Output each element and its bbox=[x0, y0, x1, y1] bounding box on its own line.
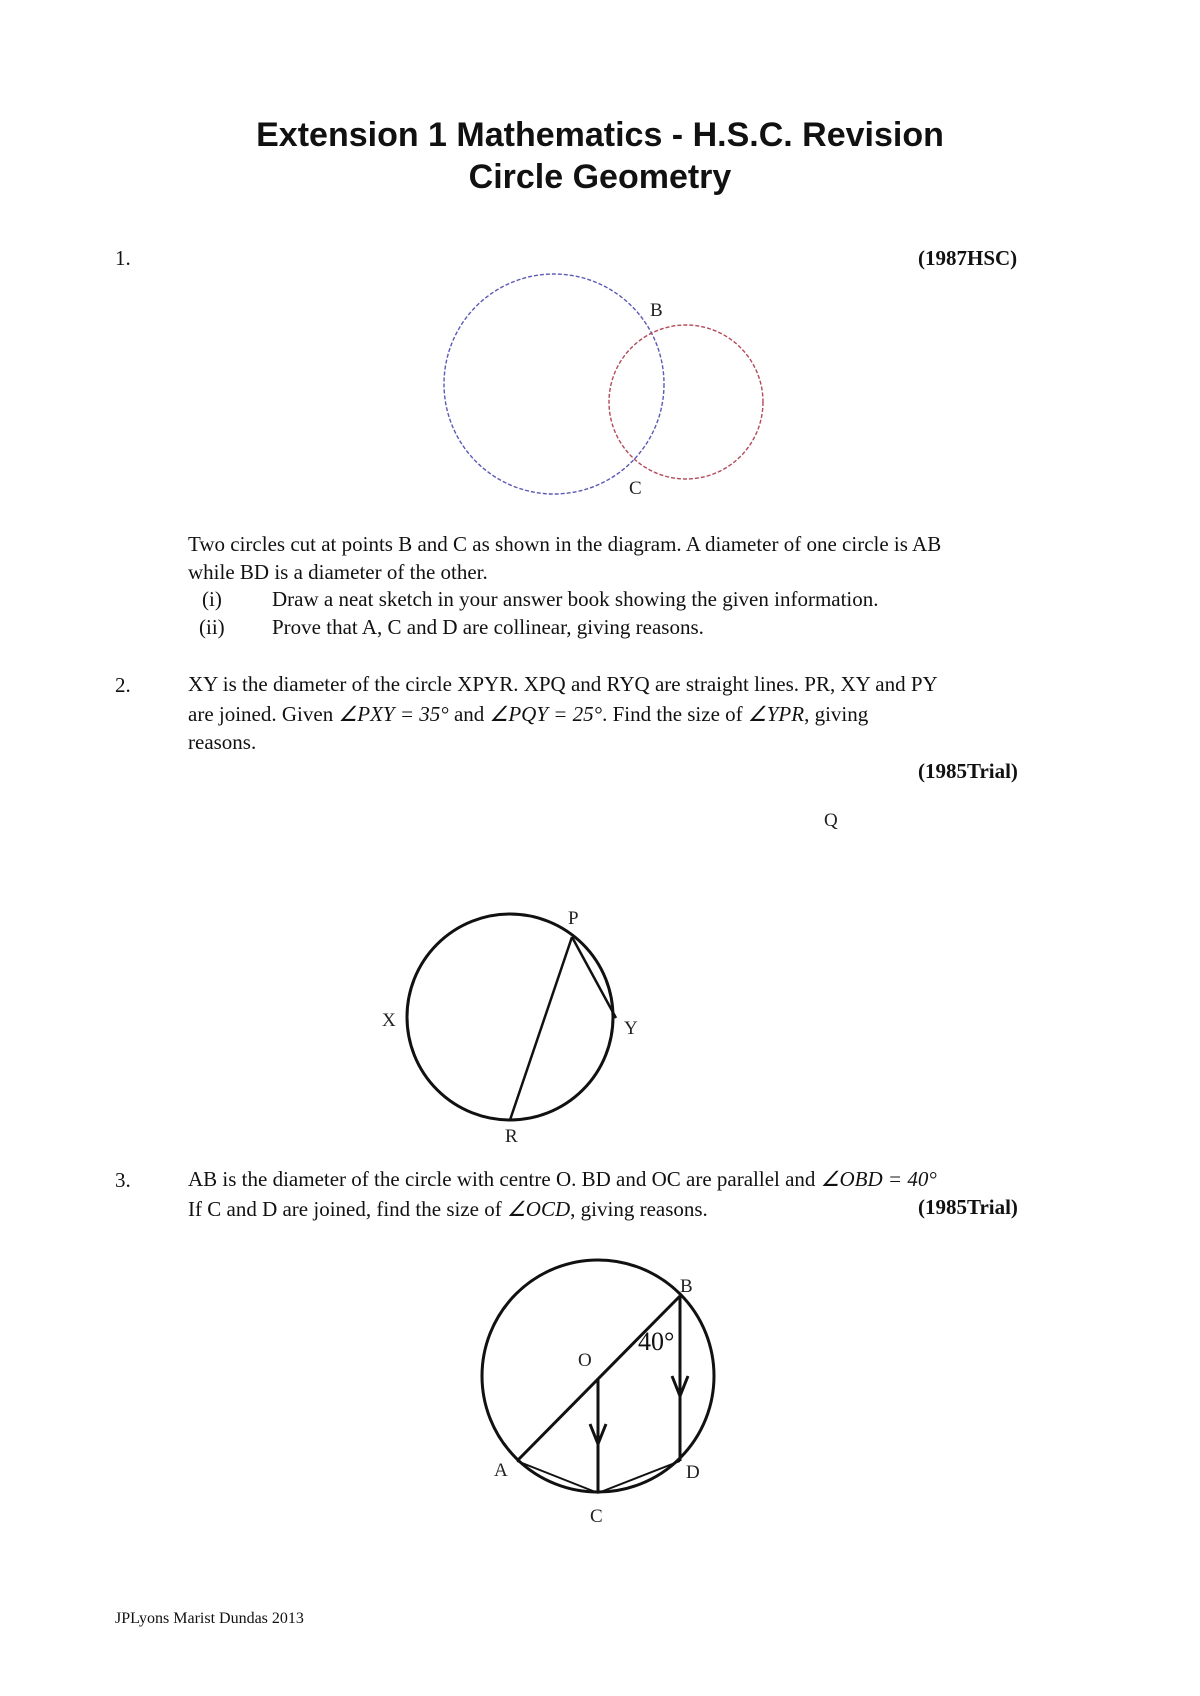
question-1-text-line-2: while BD is a diameter of the other. bbox=[188, 560, 488, 584]
q3-label-a: A bbox=[494, 1460, 508, 1481]
page-subtitle: Circle Geometry bbox=[468, 158, 732, 196]
question-1-part-i-text: Draw a neat sketch in your answer book showing the given information. bbox=[272, 587, 879, 611]
question-2-number: 2. bbox=[115, 673, 131, 697]
q2-angle-pxy: ∠PXY = 35° bbox=[338, 702, 449, 726]
q3-diagram bbox=[482, 1260, 714, 1527]
q2-diagram bbox=[382, 810, 838, 1147]
question-2-source: (1985Trial) bbox=[918, 759, 1018, 783]
q2-angle-pqy: ∠PQY = 25° bbox=[489, 702, 603, 726]
question-1-part-ii-text: Prove that A, C and D are collinear, giving reasons. bbox=[272, 615, 704, 639]
q3-angle-obd: ∠OBD = 40° bbox=[820, 1167, 937, 1191]
question-3-text-line-1 bbox=[188, 1165, 937, 1193]
q3-angle-ocd: ∠OCD bbox=[506, 1197, 571, 1221]
q3-angle-label: 40° bbox=[638, 1327, 675, 1356]
question-1-part-ii-number: (ii) bbox=[199, 615, 225, 639]
q2-label-q: Q bbox=[824, 810, 838, 831]
q2-label-x: X bbox=[382, 1010, 396, 1031]
question-2-text-find: . Find the size of bbox=[602, 702, 743, 726]
question-3-number: 3. bbox=[115, 1168, 131, 1192]
q3-label-b: B bbox=[680, 1276, 693, 1297]
q2-circle bbox=[407, 914, 613, 1120]
q1-circle-2 bbox=[609, 325, 763, 479]
q1-diagram bbox=[444, 274, 763, 499]
question-2-text-giving: , giving bbox=[804, 702, 869, 726]
question-2-text-line-1: XY is the diameter of the circle XPYR. XPQ and RYQ are straight lines. PR, XY and PY bbox=[188, 672, 938, 696]
question-2-text-line-3: reasons. bbox=[188, 730, 257, 754]
page-title: Extension 1 Mathematics - H.S.C. Revision bbox=[256, 116, 944, 154]
question-3-text-giving: , giving reasons. bbox=[570, 1197, 708, 1221]
question-2-text-line-2 bbox=[188, 700, 868, 728]
q1-label-c: C bbox=[629, 478, 642, 499]
question-1-part-i-number: (i) bbox=[202, 587, 222, 611]
q3-chord-cd bbox=[598, 1461, 680, 1493]
question-1-source: (1987HSC) bbox=[918, 246, 1018, 270]
q3-label-o: O bbox=[578, 1350, 592, 1371]
q3-chord-ac bbox=[517, 1461, 598, 1493]
question-3-source: (1985Trial) bbox=[918, 1195, 1018, 1219]
q2-chord-py bbox=[572, 937, 616, 1018]
q2-chord-pr bbox=[510, 937, 572, 1120]
question-1-number: 1. bbox=[115, 246, 131, 270]
q2-label-r: R bbox=[505, 1126, 518, 1147]
q2-label-p: P bbox=[568, 908, 579, 929]
page-footer: JPLyons Marist Dundas 2013 bbox=[115, 1610, 304, 1627]
question-1-text-line-1: Two circles cut at points B and C as shown in the diagram. A diameter of one circle is AB bbox=[188, 532, 942, 556]
q1-label-b: B bbox=[650, 300, 663, 321]
question-3-text-intro: AB is the diameter of the circle with centre O. BD and OC are parallel and bbox=[188, 1167, 816, 1191]
question-2-text-and: and bbox=[453, 702, 485, 726]
question-2-text-given: are joined. Given bbox=[188, 702, 334, 726]
q3-label-d: D bbox=[686, 1462, 700, 1483]
question-3-text-find: If C and D are joined, find the size of bbox=[188, 1197, 502, 1221]
question-3-text-line-2 bbox=[188, 1195, 708, 1223]
q2-angle-ypr: ∠YPR bbox=[747, 702, 805, 726]
q2-label-y: Y bbox=[624, 1018, 638, 1039]
q3-label-c: C bbox=[590, 1506, 603, 1527]
q1-circle-1 bbox=[444, 274, 664, 494]
